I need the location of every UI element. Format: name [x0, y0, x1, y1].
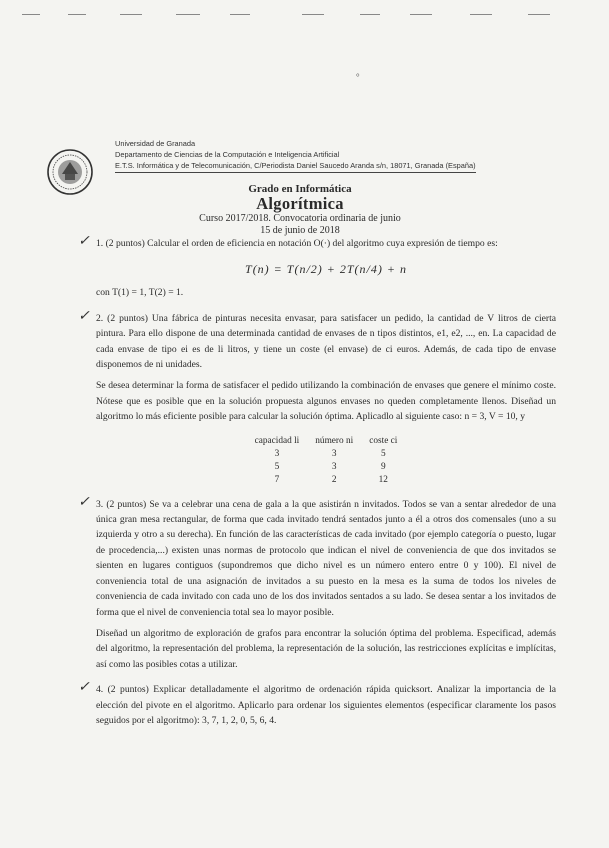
question-2-text: 2. (2 puntos) Una fábrica de pinturas necesita envasar, para satisfacer un pedido, la cantidad de V litros de cierta pintura. Para ello dispone de una determinada cantidad de envases de n tipos distintos, e1, e2, ..., en. La capacidad de cada envase de tipo ei es de li litros, y tiene un coste (el envase) de ci euros. Además, de cada tipo de envase disponemos de ni unidades. — [96, 312, 556, 371]
table-cell: 3 — [331, 461, 337, 472]
handwritten-mark-icon: ✓ — [78, 234, 90, 249]
exam-session: Curso 2017/2018. Convocatoria ordinaria de junio — [199, 213, 401, 224]
table-header-row — [247, 435, 406, 448]
questions-content — [78, 234, 556, 728]
degree-title: Grado en Informática — [248, 183, 352, 195]
table-cell: 7 — [274, 474, 280, 485]
top-dash — [120, 14, 142, 15]
top-dash — [410, 14, 432, 15]
table-header: número ni — [315, 435, 354, 446]
table-cell: 3 — [274, 448, 280, 459]
question-3 — [78, 494, 556, 672]
table-row — [247, 461, 406, 474]
table-header: coste ci — [369, 435, 398, 446]
exam-date: 15 de junio de 2018 — [260, 225, 340, 236]
top-dash — [470, 14, 492, 15]
header-address: E.T.S. Informática y de Telecomunicación, C/Periodista Daniel Saucedo Aranda s/n, 18071, Granada (España) — [115, 160, 476, 173]
question-3-paragraph-2: Diseñad un algoritmo de exploración de grafos para encontrar la solución óptima del problema. Especificad, además del algoritmo, la representación del problema, la representación de la solución, las restricciones explícitas e implícitas, así como las posibles cotas a utilizar. — [96, 627, 556, 670]
handwritten-mark-icon: ✓ — [78, 680, 90, 696]
table-row — [247, 448, 406, 461]
handwritten-mark-icon: ✓ — [78, 494, 90, 510]
question-4-text: 4. (2 puntos) Explicar detalladamente el algoritmo de ordenación rápida quicksort. Analizar la importancia de la elección del pivote en el algoritmo. Aplicarlo para ordenar los siguientes elementos (especificar claramente los pasos seguidos por el algoritmo): 3, 7, 1, 2, 0, 5, 6, 4. — [96, 684, 556, 726]
question-4 — [78, 680, 556, 728]
question-2-paragraph-2: Se desea determinar la forma de satisfacer el pedido utilizando la combinación de envases que genere el mínimo coste. Nótese que es posible que en la solución propuesta algunos envases no queden completamente llenos. Diseñad un algoritmo lo más eficiente posible para calcular la solución óptima. Aplicadlo al siguiente caso: n = 3, V = 10, y — [96, 380, 556, 423]
institution-header — [115, 138, 476, 173]
header-university: Universidad de Granada — [115, 139, 196, 148]
recurrence-formula: T(n) = T(n/2) + 2T(n/4) + n — [245, 262, 407, 277]
question-1-conditions: con T(1) = 1, T(2) = 1. — [96, 287, 184, 299]
question-1-text: 1. (2 puntos) Calcular el orden de eficiencia en notación O(·) del algoritmo cuya expresión de tiempo es: — [96, 238, 498, 249]
top-dash — [68, 14, 86, 15]
top-dash — [22, 14, 40, 15]
top-dash — [360, 14, 380, 15]
table-cell: 5 — [274, 461, 280, 472]
table-cell: 2 — [331, 474, 337, 485]
scan-speck: ° — [356, 72, 360, 82]
table-header: capacidad li — [254, 435, 300, 446]
handwritten-mark-icon: ✓ — [78, 308, 90, 324]
table-cell: 9 — [380, 461, 386, 472]
question-2 — [78, 308, 556, 487]
header-department: Departamento de Ciencias de la Computación e Inteligencia Artificial — [115, 150, 340, 159]
title-block — [150, 183, 450, 237]
top-dash — [176, 14, 200, 15]
top-dash — [302, 14, 324, 15]
table-cell: 3 — [331, 448, 337, 459]
table-row — [247, 474, 406, 487]
university-seal-icon — [46, 148, 94, 196]
top-dash — [528, 14, 550, 15]
table-cell: 12 — [378, 474, 388, 485]
container-table — [247, 435, 406, 487]
top-dash — [230, 14, 250, 15]
table-cell: 5 — [380, 448, 386, 459]
question-1 — [78, 234, 556, 301]
course-title: Algorítmica — [256, 194, 344, 213]
question-3-text: 3. (2 puntos) Se va a celebrar una cena de gala a la que asistirán n invitados. Todos se van a sentar alrededor de una única gran mesa rectangular, de forma que cada invitado tendrá sentados junto a él a otros dos comensales (uno a su izquierda y otro a su derecha). En función de las características de cada invitado (por ejemplo categoría o puesto, lugar de procedencia,...) existen unas normas de protocolo que indican el nivel de conveniencia de que dos invitados se sienten en lugares contiguos (supondremos que dicho nivel es un número entero entre 0 y 100). El nivel de conveniencia total de una asignación de invitados a su puesto en la mesa es la suma de todos los niveles de conveniencia de cada invitado con cada uno de los dos invitados sentados a su lado. Se desea sentar a los invitados de forma que el nivel de conveniencia total sea lo mayor posible. — [96, 498, 556, 618]
